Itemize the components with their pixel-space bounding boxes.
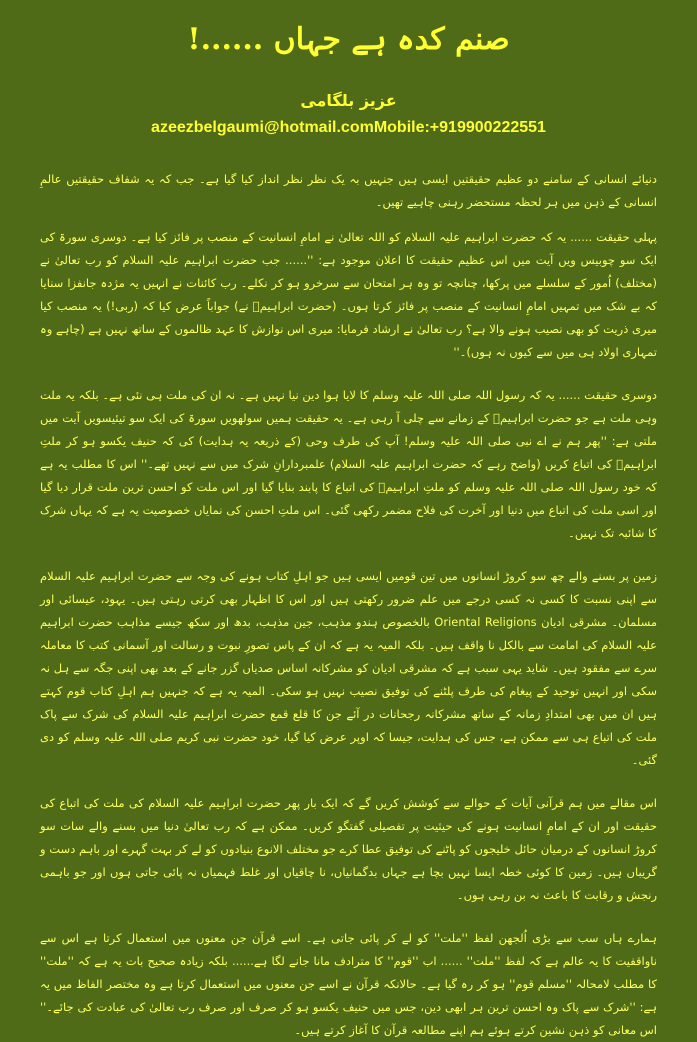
article-title: صنم کدہ ہے جہاں ......! bbox=[187, 22, 510, 57]
paragraph-6: ہمارے ہاں سب سے بڑی اُلجھن لفظ ''ملت'' کو لے کر پائی جاتی ہے۔ اسے قرآن جن معنوں میں استعمال کرتا ہے اس سے ناواقفیت کا یہ عالم ہے کہ لفظ ''ملت'' ...... اب ''قوم'' کا مترادف مانا جانے لگا ہے...... بلکہ زیادہ صحیح بات یہ ہے کہ ''ملت'' کا مطلب لامحالہ ''مسلم قوم'' ہو کر رہ گیا ہے۔ حالانکہ قرآن نے اسے جن معنوں میں استعمال کرتا ہے وہ مختصر الفاظ میں یہ ہے: ''شرک سے پاک وہ احسن ترین ہر ابھی دین، جس میں حنیف یکسو ہو کر صرف اور صرف رب تعالیٰ کی عبادت کی جائے۔'' اس معانی کو ذہن نشین کرتے ہوئے ہم اپنے مطالعہ قرآن کا آغاز کرتے ہیں۔ bbox=[40, 931, 657, 1037]
paragraph-3: دوسری حقیقت ...... یہ کہ رسول اللہ صلی اللہ علیہ وسلم کا لایا ہوا دین نیا نہیں ہے۔ نہ ان کی ملت ہی نئی ہے۔ بلکہ یہ ملت وہی ملت ہے جو حضرت ابراہیمؑ کے زمانے سے چلی آ رہی ہے۔ یہ حقیقت ہمیں سولھویں سورۃ کی ایک سو تیئیسویں آیت میں ملتی ہے: ''پھر ہم نے اے نبی صلی اللہ علیہ وسلم! آپ کی طرف وحی (کے ذریعہ یہ ہدایت) کی کہ حنیف یکسو ہو کر ملتِ ابراہیمؑ کی اتباع کریں (واضح رہے کہ حضرت ابراہیم علیہ السلام) علمبردارانِ شرک میں سے نہیں تھے۔'' اس کا مطلب یہ ہے کہ خود رسول اللہ صلی اللہ علیہ وسلم کو ملتِ ابراہیمؑ کی اتباع کا پابند بنایا گیا اور اس ملت کو احسن ترین ملت قرار دیا گیا اور اسی ملت کی اتباع میں دنیا اور آخرت کی فلاح مضمر رکھی گئی۔ اس ملتِ احسن کی نمایاں خصوصیت یہ ہے کہ یہاں شرک کا شائبہ تک نہیں۔ bbox=[40, 388, 657, 540]
author-contact: azeezbelgaumi@hotmail.comMobile:+919900222551 bbox=[151, 119, 546, 136]
paragraph-4: زمین پر بسنے والے چھ سو کروڑ انسانوں میں تین قومیں ایسی ہیں جو اہلِ کتاب ہونے کی وجہ سے حضرت ابراہیم علیہ السلام سے اپنی نسبت کا کسی نہ کسی درجے میں علم ضرور رکھتی ہیں اور اس کا اظہار بھی کرتی رہتی ہیں۔ یہود، عیسائی اور مسلمان۔ مشرقی ادیان Oriental Religions بالخصوص ہندو مذہب، جین مذہب، بدھ اور سکھ جیسے مذاہب حضرت ابراہیم علیہ السلام کی امامت سے بالکل نا واقف ہیں۔ بلکہ المیہ یہ ہے کہ ان کے پاس تصورِ نبوت و رسالت اور آسمانی کتب کا معاملہ سرے سے مفقود ہیں۔ شاید یہی سبب ہے کہ مشرقی ادیان کو مشرکانہ اساس صدیاں گزر جانے کے بعد بھی اپنی جگہ سے ہل نہ سکی اور انہیں توحید کے پیغام کی طرف پلٹنے کی توفیق نصیب نہیں ہو سکی۔ المیہ یہ ہے کہ جنہیں ہم اہلِ کتاب قوم کہتے ہیں ان میں بھی امتدادِ زمانہ کے ساتھ مشرکانہ رجحانات در آئے جن کا قلع قمع حضرت ابراہیم علیہ السلام کی شرک سے پاک ملت کی اتباع ہی سے ممکن ہے، جس کی ہدایت، جیسا کہ اوپر عرض کیا گیا، خود حضرت نبی کریم صلی اللہ علیہ وسلم کو دی گئی۔ bbox=[40, 569, 658, 767]
paragraph-2: پہلی حقیقت ...... یہ کہ حضرت ابراہیم علیہ السلام کو اللہ تعالیٰ نے امامِ انسانیت کے منصب پر فائز کیا ہے۔ دوسری سورۃ کی ایک سو چوبیس ویں آیت میں اس عظیم حقیقت کا اعلان موجود ہے: ''...... جب حضرت ابراہیم علیہ السلام کو رب تعالیٰ نے (مختلف) اُمور کے سلسلے میں پرکھا، چنانچہ تو وہ ہر امتحان سے سرخرو ہو کر نکلے۔ رب کائنات نے انہیں یہ مژدہ جانفزا سنایا کہ بے شک میں تمہیں امامِ انسانیت کے منصب پر فائز کرتا ہوں۔ (حضرت ابراہیمؑ نے) جواباً عرض کیا کہ (ربی!) یہ منصب کیا میری ذریت کو بھی نصیب ہونے والا ہے؟ رب تعالیٰ نے ارشاد فرمایا: میری اس نوازش کا عہد ظالموں کے ساتھ نہیں ہے (چاہے وہ تمہاری اولاد ہی میں سے کیوں نہ ہوں)۔'' bbox=[40, 230, 657, 359]
paragraph-1: دنیائے انسانی کے سامنے دو عظیم حقیقتیں ایسی ہیں جنہیں بہ یک نظر نظر انداز کیا گیا ہے۔ جب کہ یہ شفاف حقیقتیں عالمِ انسانی کے ذہن میں ہر لحظہ مستحضر رہنی چاہیے تھیں۔ bbox=[40, 172, 657, 209]
author-name: عزیز بلگامی bbox=[300, 91, 397, 110]
paragraph-5: اس مقالے میں ہم قرآنی آیات کے حوالے سے کوشش کریں گے کہ ایک بار پھر حضرت ابراہیم علیہ السلام کی ملت کی اتباع کی حقیقت اور ان کے امامِ انسانیت ہونے کی حیثیت پر تفصیلی گفتگو کریں۔ ممکن ہے کہ رب تعالیٰ دنیا میں بسنے والے سات سو کروڑ انسانوں کے درمیان حائل خلیجوں کو پاٹنے کی توفیق عطا کرے جو مختلف الانوع بنیادوں کو لے کر بہت گہرے اور باہم دست و گریباں ہیں۔ زمین کا کوئی خطہ ایسا نہیں بچا ہے جہاں بدگمانیاں، نا چاقیاں اور غلط فہمیاں نہ پائی جاتی ہوں اور جو باہمی رنجش و رقابت کا باعث نہ بن رہی ہوں۔ bbox=[40, 796, 657, 902]
